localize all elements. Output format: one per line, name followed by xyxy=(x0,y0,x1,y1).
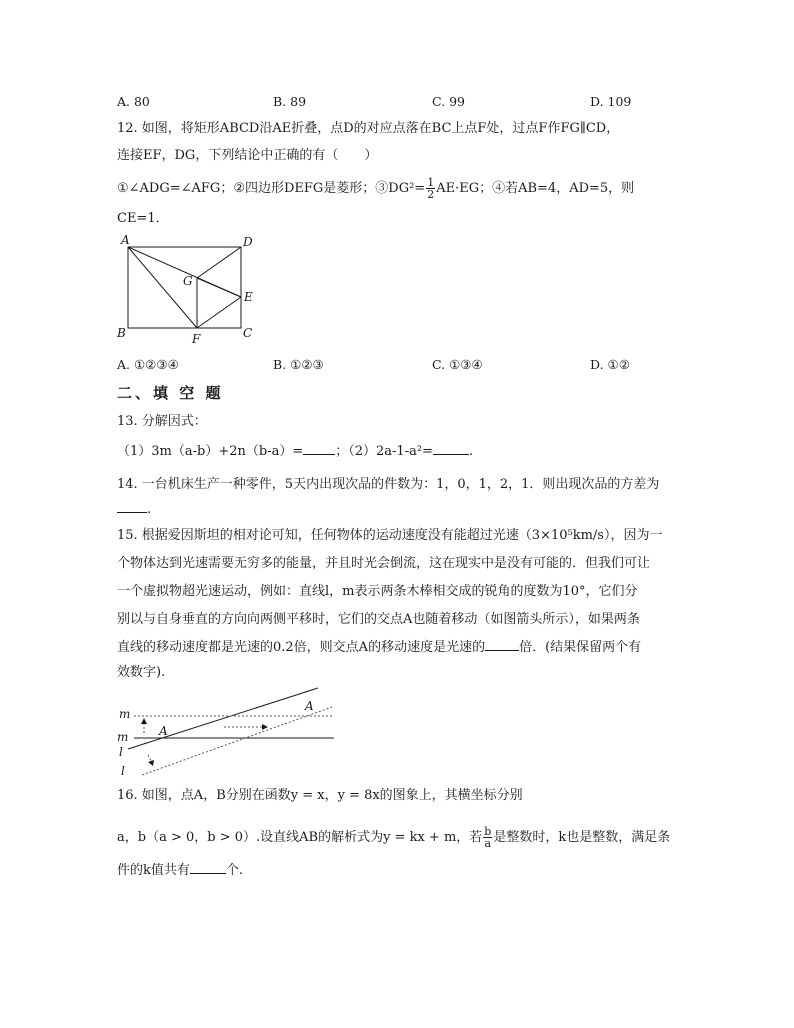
q16-line2-a: a，b（a > 0，b > 0）.设直线AB的解析式为y = kx + m，若 xyxy=(117,830,483,845)
label-l-top: l xyxy=(119,745,123,759)
q11-option-d: D. 109 xyxy=(590,94,632,109)
q13-line1: 13. 分解因式： xyxy=(117,414,207,429)
label-l-bottom: l xyxy=(121,764,125,777)
q13-end: . xyxy=(468,444,474,459)
q12-fraction-num: 1 xyxy=(427,176,435,189)
q15-blank[interactable] xyxy=(485,638,519,651)
q15-line1: 15. 根据爱因斯坦的相对论可知，任何物体的运动速度没有能超过光速（3×10⁵km/s），因为一 xyxy=(117,528,663,543)
q14-end: . xyxy=(147,502,152,517)
label-f: F xyxy=(192,332,201,346)
q12-fraction xyxy=(426,177,435,200)
q16-line3 xyxy=(117,861,243,880)
segment-fe xyxy=(197,297,241,328)
label-c: C xyxy=(243,326,253,340)
q15-line4: 别以与自身垂直的方向向两侧平移时，它们的交点A也随着移动（如图箭头所示），如果两条 xyxy=(117,612,640,627)
q15-line5 xyxy=(117,638,641,657)
q12-option-d: D. ①② xyxy=(590,357,630,372)
q16-line1: 16. 如图，点A，B分别在函数y = x，y = 8x的图象上，其横坐标分别 xyxy=(117,788,523,803)
q12-line3-b: AE·EG；④若AB=4，AD=5，则 xyxy=(436,181,635,196)
q16-line3-a: 件的k值共有 xyxy=(117,863,190,878)
arrowhead-right-icon xyxy=(262,724,268,730)
section-title: 二、填 空 题 xyxy=(117,384,224,402)
q13-part1: （1）3m（a-b）+2n（b-a）= xyxy=(117,444,304,459)
q13-blank2[interactable] xyxy=(433,442,469,455)
q16-blank[interactable] xyxy=(190,861,226,874)
q12-line3 xyxy=(117,177,634,200)
q12-line1: 12. 如图，将矩形ABCD沿AE折叠，点D的对应点落在BC上点F处，过点F作FG∥CD， xyxy=(117,121,620,136)
q14-line2 xyxy=(117,500,151,519)
q11-option-b: B. 89 xyxy=(273,94,307,109)
q12-fraction-den: 2 xyxy=(427,188,435,201)
q11-option-a: A. 80 xyxy=(117,94,150,109)
label-e: E xyxy=(244,290,253,304)
q14-line1: 14. 一台机床生产一种零件，5天内出现次品的件数为：1，0，1，2，1．则出现次品的方差为 xyxy=(117,477,660,492)
q12-line3-a: ①∠ADG=∠AFG；②四边形DEFG是菱形；③DG²= xyxy=(117,181,426,196)
q16-fraction-num: b xyxy=(484,825,492,838)
q14-blank[interactable] xyxy=(117,500,147,513)
q12-option-c: C. ①③④ xyxy=(432,357,483,372)
q15-line6: 效数字). xyxy=(117,665,166,680)
q13-sep: ；（2）2a-1-a²= xyxy=(335,444,433,459)
q16-fraction-den: a xyxy=(484,837,492,850)
q15-line2: 个物体达到光速需要无穷多的能量，并且时光会倒流，这在现实中是没有可能的．但我们可让 xyxy=(117,556,651,571)
segment-gd xyxy=(197,247,241,278)
line-l-solid xyxy=(128,688,318,749)
arrowhead-up-icon xyxy=(141,718,147,724)
q16-line3-b: 个. xyxy=(225,863,244,878)
label-g: G xyxy=(183,274,193,288)
q12-line4: CE=1． xyxy=(117,211,169,226)
q16-line2-b: 是整数时，k也是整数，满足条 xyxy=(493,830,671,845)
segment-ge xyxy=(197,278,241,297)
q16-line2 xyxy=(117,826,670,849)
arrowhead-down-icon xyxy=(148,760,154,766)
q15-line5-b: 倍．(结果保留两个有 xyxy=(519,640,642,655)
q15-line5-a: 直线的移动速度都是光速的0.2倍，则交点A的移动速度是光速的 xyxy=(117,640,486,655)
q15-lines-figure xyxy=(112,685,338,777)
label-a: A xyxy=(121,233,130,247)
q12-line2: 连接EF，DG，下列结论中正确的有（ ） xyxy=(117,148,378,163)
label-d: D xyxy=(243,235,253,249)
label-m-bottom: m xyxy=(117,730,129,744)
label-m-top: m xyxy=(119,707,131,721)
q12-rectangle-figure xyxy=(112,232,262,347)
line-l-dotted xyxy=(142,707,332,775)
label-a-right: A xyxy=(305,699,314,713)
q12-option-b: B. ①②③ xyxy=(273,357,324,372)
q15-line3: 一个虚拟物超光速运动，例如：直线l，m表示两条木棒相交成的锐角的度数为10°，它们分 xyxy=(117,584,638,599)
label-a-left: A xyxy=(159,724,168,738)
q11-option-c: C. 99 xyxy=(432,94,465,109)
label-b: B xyxy=(117,326,126,340)
q13-blank1[interactable] xyxy=(303,442,335,455)
q12-option-a: A. ①②③④ xyxy=(117,357,179,372)
q16-fraction xyxy=(483,826,492,849)
q13-line2 xyxy=(117,442,473,461)
